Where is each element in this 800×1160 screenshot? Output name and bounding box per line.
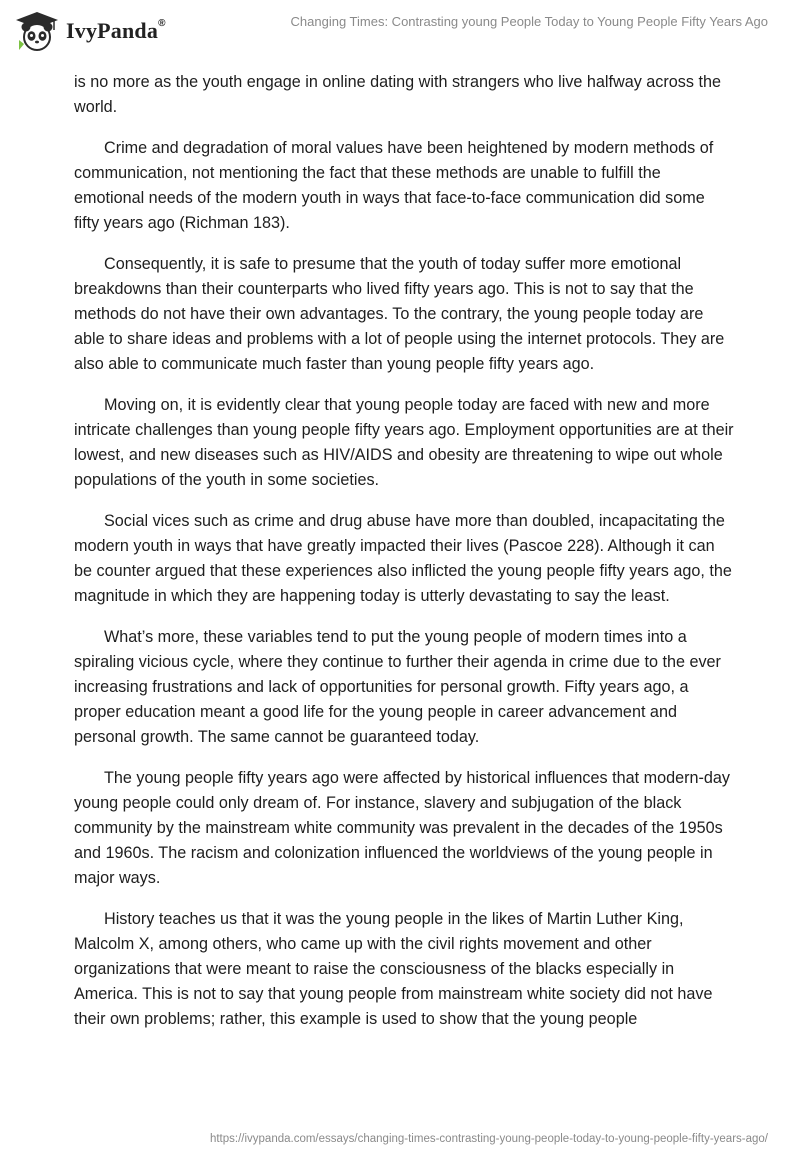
paragraph-1: is no more as the youth engage in online dating with strangers who live halfway across the world. xyxy=(74,73,721,116)
document-title: Changing Times: Contrasting young People Today to Young People Fifty Years Ago xyxy=(290,14,768,29)
paragraph-5: Social vices such as crime and drug abuse have more than doubled, incapacitating the modern youth in ways that have greatly impacted their lives (Pascoe 228). Although it can be counter argued that these experiences also inflicted the young people fifty years ago, the magnitude in which they are happening today is utterly devastating to say the least. xyxy=(74,512,732,605)
registered-mark: ® xyxy=(158,17,166,29)
page-header xyxy=(0,0,800,62)
paragraph-8: History teaches us that it was the young people in the likes of Martin Luther King, Malcolm X, among others, who came up with the civil rights movement and other organizations that were meant to raise the consciousness of the blacks especially in America. This is not to say that young people from mainstream white society did not have their own problems; rather, this example is used to show that the young people xyxy=(74,910,713,1028)
paragraph-7: The young people fifty years ago were affected by historical influences that modern-day young people could only dream of. For instance, slavery and subjugation of the black community by the mainstream white community was prevalent in the decades of the 1950s and 1960s. The racism and colonization influenced the worldviews of the young people in major ways. xyxy=(74,769,730,887)
paragraph-6: What’s more, these variables tend to put the young people of modern times into a spiraling vicious cycle, where they continue to further their agenda in crime due to the ever increasing frustrations and lack of opportunities for personal growth. Fifty years ago, a proper education meant a good life for the young people in career advancement and personal growth. The same cannot be guaranteed today. xyxy=(74,628,721,746)
paragraph-3: Consequently, it is safe to presume that the youth of today suffer more emotional breakdowns than their counterparts who lived fifty years ago. This is not to say that the methods do not have their own advantages. To the contrary, the young people today are able to share ideas and problems with a lot of people using the internet protocols. They are also able to communicate much faster than young people fifty years ago. xyxy=(74,255,725,373)
brand-logo[interactable] xyxy=(14,10,166,52)
essay-body xyxy=(74,70,734,1048)
panda-graduate-logo-icon xyxy=(14,10,60,52)
brand-name-text: IvyPanda xyxy=(66,18,159,43)
paragraph-4: Moving on, it is evidently clear that young people today are faced with new and more intricate challenges than young people fifty years ago. Employment opportunities are at their lowest, and new diseases such as HIV/AIDS and obesity are threatening to wipe out whole populations of the youth in some societies. xyxy=(74,396,734,489)
source-url-link[interactable]: https://ivypanda.com/essays/changing-times-contrasting-young-people-today-to-young-people-fifty-years-ago/ xyxy=(209,1133,768,1145)
brand-name xyxy=(66,18,166,44)
paragraph-2: Crime and degradation of moral values have been heightened by modern methods of communication, not mentioning the fact that these methods are unable to fulfill the emotional needs of the modern youth in ways that face-to-face communication did some fifty years ago (Richman 183). xyxy=(74,139,714,232)
